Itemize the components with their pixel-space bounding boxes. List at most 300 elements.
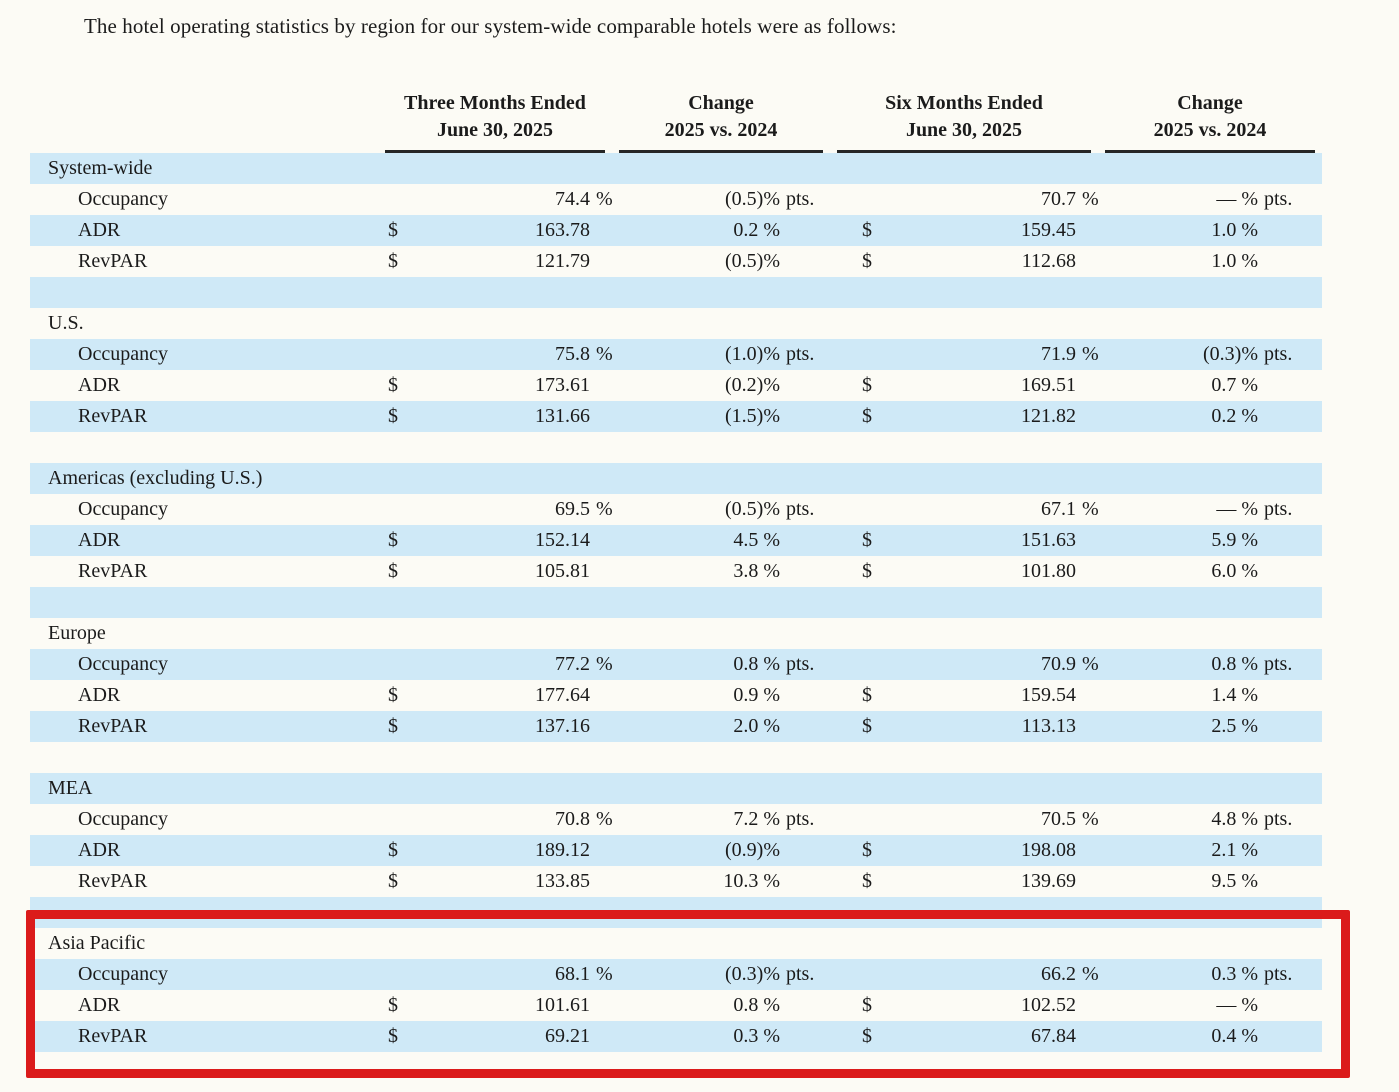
section-header-row xyxy=(30,153,1322,184)
table-row xyxy=(30,866,1322,897)
table-cell xyxy=(830,184,1098,215)
cell-value: (0.2)% xyxy=(725,374,780,396)
cell-suffix xyxy=(1076,246,1098,277)
row-label: Occupancy xyxy=(78,963,168,985)
cell-value: 69.5 xyxy=(555,498,590,520)
table-cell xyxy=(1098,649,1322,680)
cell-suffix xyxy=(780,990,830,1021)
table-row xyxy=(30,804,1322,835)
table-cell xyxy=(378,556,612,587)
cell-value: 0.8 % xyxy=(733,653,780,675)
cell-value: 6.0 % xyxy=(1211,560,1258,582)
cell-value: 0.3 % xyxy=(733,1025,780,1047)
cell-suffix xyxy=(1258,215,1322,246)
cell-value: 67.1 xyxy=(1041,498,1076,520)
cell-value: — % xyxy=(1216,188,1258,210)
cell-suffix: % xyxy=(596,653,613,675)
cell-value: 3.8 % xyxy=(733,560,780,582)
table-cell xyxy=(830,339,1098,370)
table-body xyxy=(30,153,1322,1083)
cell-value: 101.80 xyxy=(1021,560,1076,582)
table-row xyxy=(30,1021,1322,1052)
cell-value: 131.66 xyxy=(535,405,590,427)
dollar-sign xyxy=(830,494,928,525)
table-cell xyxy=(1098,711,1322,742)
spacer-row xyxy=(30,897,1322,928)
table-cell xyxy=(830,866,1098,897)
cell-suffix xyxy=(1076,711,1098,742)
cell-value: 0.2 % xyxy=(1211,405,1258,427)
table-cell xyxy=(830,494,1098,525)
dollar-sign xyxy=(830,649,928,680)
dollar-sign xyxy=(378,959,428,990)
table-row xyxy=(30,525,1322,556)
cell-value: 121.79 xyxy=(535,250,590,272)
cell-value: 198.08 xyxy=(1021,839,1076,861)
cell-suffix xyxy=(1076,401,1098,432)
dollar-sign: $ xyxy=(862,560,872,582)
dollar-sign: $ xyxy=(388,839,398,861)
table-cell xyxy=(830,959,1098,990)
dollar-sign xyxy=(830,804,928,835)
cell-value: — % xyxy=(1216,498,1258,520)
table-cell xyxy=(612,680,830,711)
cell-suffix xyxy=(780,1021,830,1052)
cell-value: (1.0)% xyxy=(725,343,780,365)
dollar-sign xyxy=(378,494,428,525)
cell-suffix xyxy=(1258,401,1322,432)
cell-value: (0.3)% xyxy=(725,963,780,985)
cell-suffix xyxy=(1258,1021,1322,1052)
table-cell xyxy=(612,370,830,401)
row-label: Occupancy xyxy=(78,498,168,520)
table-row xyxy=(30,959,1322,990)
row-label: Occupancy xyxy=(78,653,168,675)
dollar-sign: $ xyxy=(862,405,872,427)
dollar-sign: $ xyxy=(388,715,398,737)
table-cell xyxy=(378,339,612,370)
cell-suffix: % xyxy=(1082,963,1099,985)
spacer-row xyxy=(30,587,1322,618)
table-cell xyxy=(1098,1021,1322,1052)
table-cell xyxy=(378,525,612,556)
cell-value: 139.69 xyxy=(1021,870,1076,892)
table-row xyxy=(30,370,1322,401)
table-cell xyxy=(830,215,1098,246)
table-cell xyxy=(378,711,612,742)
cell-value: 1.0 % xyxy=(1211,250,1258,272)
cell-suffix: % xyxy=(1082,653,1099,675)
table-cell xyxy=(378,401,612,432)
table-cell xyxy=(1098,556,1322,587)
table-cell xyxy=(1098,959,1322,990)
spacer-row xyxy=(30,742,1322,773)
table-cell xyxy=(612,959,830,990)
table-header-row xyxy=(30,90,1322,153)
row-label: RevPAR xyxy=(78,870,148,892)
dollar-sign xyxy=(378,649,428,680)
row-label: RevPAR xyxy=(78,1025,148,1047)
table-row xyxy=(30,215,1322,246)
cell-suffix xyxy=(1076,866,1098,897)
dollar-sign: $ xyxy=(862,715,872,737)
cell-suffix xyxy=(1076,835,1098,866)
cell-value: — % xyxy=(1216,994,1258,1016)
table-row xyxy=(30,680,1322,711)
table-row xyxy=(30,711,1322,742)
table-cell xyxy=(830,649,1098,680)
section-name: MEA xyxy=(48,777,93,799)
dollar-sign: $ xyxy=(388,219,398,241)
table-cell xyxy=(378,246,612,277)
table-cell xyxy=(612,711,830,742)
table-cell xyxy=(830,1021,1098,1052)
table-cell xyxy=(1098,401,1322,432)
table-cell xyxy=(1098,525,1322,556)
cell-value: 74.4 xyxy=(555,188,590,210)
cell-value: 177.64 xyxy=(535,684,590,706)
table-cell xyxy=(1098,494,1322,525)
table-cell xyxy=(1098,804,1322,835)
cell-suffix xyxy=(590,370,612,401)
cell-value: 113.13 xyxy=(1021,715,1076,737)
cell-value: 0.8 % xyxy=(733,994,780,1016)
cell-suffix: pts. xyxy=(1264,653,1293,675)
cell-suffix xyxy=(1076,556,1098,587)
section-header-row xyxy=(30,928,1322,959)
row-label: ADR xyxy=(78,839,121,861)
cell-suffix xyxy=(590,525,612,556)
row-label: ADR xyxy=(78,994,121,1016)
row-label: RevPAR xyxy=(78,250,148,272)
dollar-sign xyxy=(378,804,428,835)
table-cell xyxy=(378,215,612,246)
table-cell xyxy=(830,990,1098,1021)
table-cell xyxy=(378,990,612,1021)
cell-value: 189.12 xyxy=(535,839,590,861)
table-cell xyxy=(378,649,612,680)
cell-value: 71.9 xyxy=(1041,343,1076,365)
table-cell xyxy=(830,401,1098,432)
table-cell xyxy=(612,246,830,277)
cell-value: 1.0 % xyxy=(1211,219,1258,241)
cell-value: 10.3 % xyxy=(723,870,780,892)
dollar-sign: $ xyxy=(388,374,398,396)
column-header-blank xyxy=(30,90,378,153)
cell-value: 77.2 xyxy=(555,653,590,675)
cell-suffix xyxy=(1258,835,1322,866)
cell-suffix xyxy=(1076,990,1098,1021)
cell-suffix: pts. xyxy=(786,188,815,210)
cell-value: 133.85 xyxy=(535,870,590,892)
cell-value: 0.8 % xyxy=(1211,653,1258,675)
cell-value: 70.8 xyxy=(555,808,590,830)
cell-value: (0.5)% xyxy=(725,188,780,210)
table-cell xyxy=(612,835,830,866)
cell-suffix xyxy=(590,866,612,897)
cell-value: (0.5)% xyxy=(725,498,780,520)
table-row xyxy=(30,990,1322,1021)
cell-suffix: % xyxy=(596,343,613,365)
table-cell xyxy=(378,835,612,866)
table-cell xyxy=(1098,835,1322,866)
section-name: U.S. xyxy=(48,312,84,334)
table-cell xyxy=(1098,370,1322,401)
cell-value: 151.63 xyxy=(1021,529,1076,551)
table-cell xyxy=(612,184,830,215)
table-cell xyxy=(830,246,1098,277)
cell-suffix xyxy=(780,556,830,587)
table-row xyxy=(30,556,1322,587)
cell-suffix xyxy=(780,835,830,866)
table-row xyxy=(30,401,1322,432)
cell-suffix xyxy=(590,711,612,742)
dollar-sign: $ xyxy=(862,250,872,272)
table-cell xyxy=(612,525,830,556)
section-name: Asia Pacific xyxy=(48,932,146,954)
cell-suffix xyxy=(590,215,612,246)
row-label: ADR xyxy=(78,529,121,551)
row-label: Occupancy xyxy=(78,808,168,830)
cell-value: (0.9)% xyxy=(725,839,780,861)
table-cell xyxy=(612,494,830,525)
hotel-stats-table xyxy=(30,90,1322,1083)
column-header-three-months: Three Months Ended June 30, 2025 xyxy=(385,90,605,153)
spacer-row xyxy=(30,277,1322,308)
dollar-sign: $ xyxy=(862,219,872,241)
table-cell xyxy=(378,959,612,990)
cell-suffix xyxy=(1258,866,1322,897)
table-cell xyxy=(1098,680,1322,711)
table-row xyxy=(30,835,1322,866)
cell-value: 173.61 xyxy=(535,374,590,396)
cell-value: 105.81 xyxy=(535,560,590,582)
cell-suffix xyxy=(1258,246,1322,277)
table-row xyxy=(30,339,1322,370)
table-cell xyxy=(378,370,612,401)
cell-suffix: pts. xyxy=(1264,343,1293,365)
cell-suffix: pts. xyxy=(1264,498,1293,520)
cell-value: (0.5)% xyxy=(725,250,780,272)
cell-value: 2.0 % xyxy=(733,715,780,737)
cell-value: (1.5)% xyxy=(725,405,780,427)
table-cell xyxy=(830,525,1098,556)
dollar-sign xyxy=(378,184,428,215)
dollar-sign xyxy=(830,339,928,370)
dollar-sign xyxy=(830,184,928,215)
dollar-sign: $ xyxy=(388,1025,398,1047)
cell-value: 68.1 xyxy=(555,963,590,985)
cell-value: 4.8 % xyxy=(1211,808,1258,830)
cell-value: 67.84 xyxy=(1031,1025,1076,1047)
dollar-sign: $ xyxy=(862,1025,872,1047)
cell-suffix: % xyxy=(1082,808,1099,830)
cell-suffix xyxy=(1258,680,1322,711)
table-cell xyxy=(612,401,830,432)
table-cell xyxy=(612,804,830,835)
table-cell xyxy=(1098,339,1322,370)
row-label: ADR xyxy=(78,219,121,241)
cell-value: 163.78 xyxy=(535,219,590,241)
cell-suffix: % xyxy=(596,963,613,985)
cell-value: 137.16 xyxy=(535,715,590,737)
row-label: ADR xyxy=(78,684,121,706)
table-cell xyxy=(612,215,830,246)
cell-suffix: % xyxy=(596,188,613,210)
cell-suffix: % xyxy=(596,808,613,830)
table-cell xyxy=(1098,246,1322,277)
cell-suffix: pts. xyxy=(786,343,815,365)
cell-suffix xyxy=(590,835,612,866)
column-header-six-months: Six Months Ended June 30, 2025 xyxy=(837,90,1091,153)
table-row xyxy=(30,184,1322,215)
cell-suffix xyxy=(1076,215,1098,246)
table-cell xyxy=(1098,990,1322,1021)
cell-suffix xyxy=(1076,680,1098,711)
section-header-row xyxy=(30,308,1322,339)
column-header-change-q: Change 2025 vs. 2024 xyxy=(619,90,823,153)
cell-suffix: pts. xyxy=(1264,188,1293,210)
cell-suffix: % xyxy=(1082,188,1099,210)
cell-suffix xyxy=(590,401,612,432)
table-cell xyxy=(830,680,1098,711)
dollar-sign: $ xyxy=(862,839,872,861)
table-cell xyxy=(1098,215,1322,246)
table-cell xyxy=(830,370,1098,401)
cell-value: 5.9 % xyxy=(1211,529,1258,551)
cell-value: 169.51 xyxy=(1021,374,1076,396)
cell-value: 0.2 % xyxy=(733,219,780,241)
cell-value: 0.7 % xyxy=(1211,374,1258,396)
cell-value: (0.3)% xyxy=(1203,343,1258,365)
table-cell xyxy=(1098,184,1322,215)
cell-suffix xyxy=(590,990,612,1021)
cell-value: 0.4 % xyxy=(1211,1025,1258,1047)
cell-suffix xyxy=(1258,525,1322,556)
cell-suffix: pts. xyxy=(786,963,815,985)
table-cell xyxy=(612,1021,830,1052)
cell-suffix xyxy=(590,1021,612,1052)
dollar-sign: $ xyxy=(862,994,872,1016)
column-header-change-ytd: Change 2025 vs. 2024 xyxy=(1105,90,1315,153)
section-header-row xyxy=(30,618,1322,649)
cell-suffix: pts. xyxy=(1264,808,1293,830)
row-label: RevPAR xyxy=(78,405,148,427)
table-cell xyxy=(612,339,830,370)
cell-value: 112.68 xyxy=(1021,250,1076,272)
cell-suffix xyxy=(780,370,830,401)
cell-suffix xyxy=(590,680,612,711)
spacer-row xyxy=(30,432,1322,463)
table-cell xyxy=(378,866,612,897)
cell-value: 159.54 xyxy=(1021,684,1076,706)
cell-suffix xyxy=(780,711,830,742)
cell-value: 70.7 xyxy=(1041,188,1076,210)
table-cell xyxy=(830,804,1098,835)
cell-suffix xyxy=(590,556,612,587)
table-cell xyxy=(830,835,1098,866)
cell-value: 66.2 xyxy=(1041,963,1076,985)
row-label: RevPAR xyxy=(78,715,148,737)
table-cell xyxy=(378,1021,612,1052)
row-label: ADR xyxy=(78,374,121,396)
cell-value: 0.9 % xyxy=(733,684,780,706)
cell-suffix: % xyxy=(1082,498,1099,520)
table-cell xyxy=(830,711,1098,742)
table-cell xyxy=(378,680,612,711)
cell-value: 70.5 xyxy=(1041,808,1076,830)
section-header-row xyxy=(30,463,1322,494)
section-header-row xyxy=(30,773,1322,804)
dollar-sign xyxy=(830,959,928,990)
cell-value: 102.52 xyxy=(1021,994,1076,1016)
cell-suffix: % xyxy=(1082,343,1099,365)
row-label: Occupancy xyxy=(78,188,168,210)
cell-suffix xyxy=(780,866,830,897)
dollar-sign: $ xyxy=(862,374,872,396)
table-cell xyxy=(378,494,612,525)
table-row xyxy=(30,649,1322,680)
cell-value: 1.4 % xyxy=(1211,684,1258,706)
cell-suffix xyxy=(1076,370,1098,401)
cell-value: 70.9 xyxy=(1041,653,1076,675)
dollar-sign: $ xyxy=(862,529,872,551)
table-cell xyxy=(1098,866,1322,897)
cell-value: 75.8 xyxy=(555,343,590,365)
table-cell xyxy=(612,649,830,680)
cell-suffix xyxy=(1076,1021,1098,1052)
cell-suffix xyxy=(780,525,830,556)
cell-suffix: % xyxy=(596,498,613,520)
cell-suffix: pts. xyxy=(786,498,815,520)
cell-value: 159.45 xyxy=(1021,219,1076,241)
cell-suffix xyxy=(780,401,830,432)
cell-suffix xyxy=(1258,990,1322,1021)
dollar-sign: $ xyxy=(388,684,398,706)
cell-value: 7.2 % xyxy=(733,808,780,830)
cell-suffix xyxy=(1258,711,1322,742)
cell-suffix xyxy=(780,215,830,246)
cell-value: 9.5 % xyxy=(1211,870,1258,892)
dollar-sign: $ xyxy=(862,870,872,892)
table-cell xyxy=(612,866,830,897)
cell-value: 101.61 xyxy=(535,994,590,1016)
table-cell xyxy=(378,804,612,835)
spacer-row xyxy=(30,1052,1322,1083)
row-label: RevPAR xyxy=(78,560,148,582)
dollar-sign: $ xyxy=(388,529,398,551)
dollar-sign: $ xyxy=(862,684,872,706)
dollar-sign xyxy=(378,339,428,370)
cell-suffix: pts. xyxy=(786,808,815,830)
cell-suffix xyxy=(1258,556,1322,587)
intro-text: The hotel operating statistics by region for our system-wide comparable hotels were as follows: xyxy=(84,14,897,38)
cell-value: 2.5 % xyxy=(1211,715,1258,737)
cell-suffix xyxy=(590,246,612,277)
cell-suffix xyxy=(1258,370,1322,401)
table-cell xyxy=(378,184,612,215)
cell-suffix xyxy=(780,246,830,277)
table-row xyxy=(30,494,1322,525)
dollar-sign: $ xyxy=(388,250,398,272)
table-cell xyxy=(612,990,830,1021)
cell-suffix xyxy=(780,680,830,711)
row-label: Occupancy xyxy=(78,343,168,365)
section-name: Americas (excluding U.S.) xyxy=(48,467,263,489)
cell-suffix: pts. xyxy=(786,653,815,675)
cell-value: 2.1 % xyxy=(1211,839,1258,861)
dollar-sign: $ xyxy=(388,870,398,892)
